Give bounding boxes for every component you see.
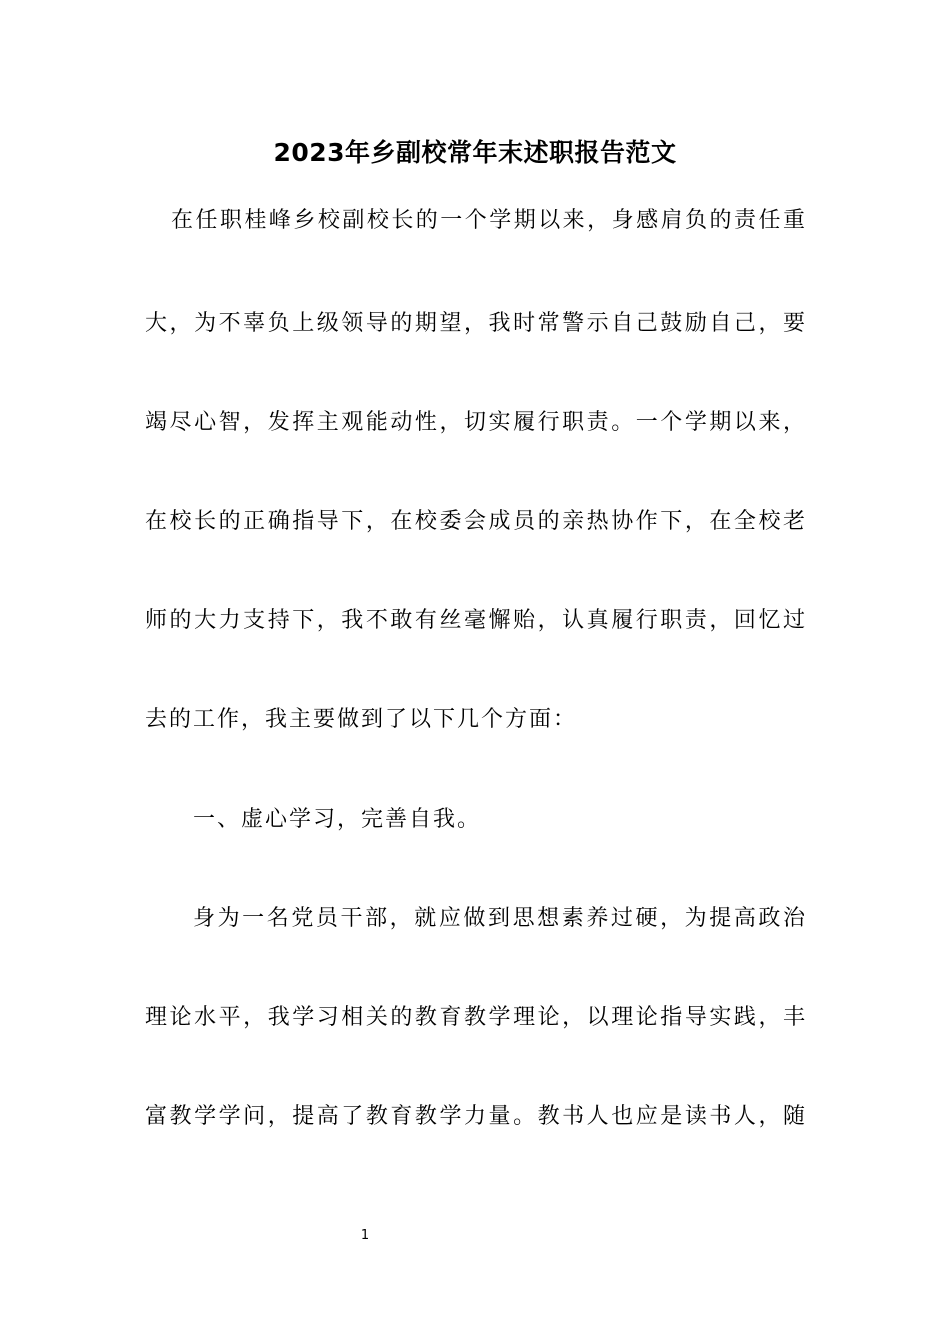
- section-heading: 一、虚心学习，完善自我。: [193, 807, 482, 832]
- paragraph-line: 在校长的正确指导下，在校委会成员的亲热协作下，在全校老: [145, 509, 805, 534]
- paragraph-line: 富教学学问，提高了教育教学力量。教书人也应是读书人，随: [145, 1104, 805, 1129]
- paragraph-line: 竭尽心智，发挥主观能动性，切实履行职责。一个学期以来，: [145, 410, 805, 435]
- paragraph-line: 理论水平，我学习相关的教育教学理论，以理论指导实践，丰: [145, 1005, 805, 1030]
- paragraph-line: 大，为不辜负上级领导的期望，我时常警示自己鼓励自己，要: [145, 311, 805, 336]
- document-title: 2023年乡副校常年末述职报告范文: [273, 138, 677, 167]
- paragraph-line: 身为一名党员干部，就应做到思想素养过硬，为提高政治: [193, 906, 805, 931]
- paragraph-line: 在任职桂峰乡校副校长的一个学期以来，身感肩负的责任重: [171, 208, 805, 233]
- paragraph-line: 去的工作，我主要做到了以下几个方面：: [145, 707, 578, 732]
- paragraph-line: 师的大力支持下，我不敢有丝毫懈贻，认真履行职责，回忆过: [145, 608, 805, 633]
- page-number: 1: [360, 1228, 370, 1243]
